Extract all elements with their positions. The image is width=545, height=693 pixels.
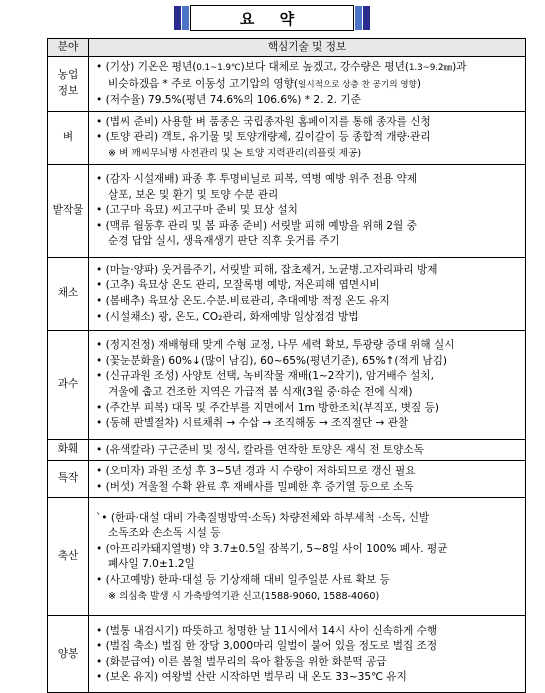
content-line: [96, 93, 520, 109]
category-label: 화훼: [57, 443, 79, 456]
line-text: • (고추) 육묘상 온도 관리, 모잘록병 예방, 저온피해 엽면시비: [96, 279, 380, 292]
header-category: 분야: [48, 39, 89, 57]
line-text: )과: [452, 61, 467, 73]
table-row: [48, 164, 526, 257]
content-line: [96, 670, 520, 686]
title-banner: [174, 4, 370, 32]
category-label: 과수: [57, 377, 79, 390]
content-line: [96, 624, 520, 640]
table-row: [48, 498, 526, 616]
content-cell: [89, 164, 526, 257]
content-line: [96, 385, 520, 401]
line-text: • (시설채소) 광, 온도, CO₂관리, 화재예방 일상점검 방법: [96, 310, 359, 323]
content-line: [96, 557, 520, 573]
line-text: • (오미자) 과원 조성 후 3~5년 경과 시 수량이 저하되므로 갱신 필요: [96, 465, 416, 478]
table-row: [48, 439, 526, 461]
content-line: [96, 655, 520, 671]
content-line: [96, 511, 520, 527]
line-text: • (사고예방) 한파·대설 등 기상재해 대비 일주일분 사료 확보 등: [96, 573, 390, 586]
category-label: 농업: [57, 69, 79, 82]
line-text: • (화분급여) 이른 봄철 벌무리의 육아 활동을 위한 화분떡 공급: [96, 655, 387, 668]
content-line: [96, 354, 520, 370]
line-text: • (보온 유지) 여왕벌 산란 시작하면 벌무리 내 온도 33~35℃ 유지: [96, 671, 407, 684]
category-label: 양봉: [57, 647, 79, 660]
category-cell: [48, 616, 89, 693]
line-text: • (정지전정) 재배형태 맞게 수형 교정, 나무 세력 확보, 투광량 증대 위해 실시: [96, 339, 455, 352]
content-line: [96, 573, 520, 589]
line-text: 폐사일 7.0±1.2일: [108, 558, 195, 571]
content-line: [96, 130, 520, 146]
content-line: [96, 443, 520, 459]
content-line: [96, 310, 520, 326]
content-line: [96, 263, 520, 279]
line-text: • (아프리카돼지열병) 약 3.7±0.5일 잠복기, 5~8일 사이 100% 폐사. 평균: [96, 542, 448, 555]
content-line: [96, 526, 520, 542]
title-bar-right-light: [355, 6, 362, 30]
content-line: [96, 542, 520, 558]
category-cell: [48, 257, 89, 330]
content-line: [96, 589, 520, 605]
content-cell: [89, 111, 526, 164]
line-text: • (감자 시설재배) 파종 후 투명비닐로 피복, 역병 예방 위주 전용 약제: [96, 173, 417, 186]
category-cell: [48, 498, 89, 616]
content-line: [96, 77, 520, 94]
content-line: [96, 338, 520, 354]
content-line: [96, 278, 520, 294]
content-line: [96, 369, 520, 385]
summary-table: [47, 38, 526, 693]
content-cell: [89, 330, 526, 439]
content-cell: [89, 498, 526, 616]
table-row: [48, 257, 526, 330]
content-cell: [89, 439, 526, 461]
line-text: • (봄배추) 육묘상 온도.수분.비료관리, 추대예방 적정 온도 유지: [96, 295, 390, 308]
line-text: • (버섯) 겨울철 수확 완료 후 재배사를 밀폐한 후 증기열 등으로 소독: [96, 480, 414, 493]
line-text: • (꽃눈분화율) 60%↓(많이 남김), 60~65%(평년기준), 65%↑(적게 남김): [96, 354, 447, 367]
content-line: [96, 401, 520, 417]
category-label: 밭작물: [52, 203, 84, 216]
line-text: 살포, 보온 및 환기 및 토양 수분 관리: [108, 188, 279, 201]
category-label: 축산: [57, 550, 79, 563]
content-line: [96, 115, 520, 131]
line-text: • (볍씨 준비) 사용할 벼 품종은 국립종자원 홈페이지를 통해 종자를 신청: [96, 115, 431, 128]
line-text: • (맥류 월동후 관리 및 봄 파종 준비) 서릿발 피해 예방을 위해 2월 중: [96, 219, 417, 232]
content-line: [96, 294, 520, 310]
line-text: • (유색칼라) 구근준비 및 정식, 칼라를 연작한 토양은 재식 전 토양소독: [96, 443, 424, 456]
content-line: [96, 172, 520, 188]
line-text: • (벌통 내검시기) 따뜻하고 청명한 날 11시에서 14시 사이 신속하게 수행: [96, 624, 438, 637]
line-text: )보다 대체로 높겠고, 강수량은 평년(: [240, 61, 409, 73]
category-label: 특작: [57, 472, 79, 485]
content-line: [96, 416, 520, 432]
category-label: 벼: [62, 130, 74, 143]
content-cell: [89, 616, 526, 693]
category-label: 채소: [57, 286, 79, 299]
category-cell: [48, 330, 89, 439]
table-row: [48, 111, 526, 164]
content-cell: [89, 461, 526, 498]
line-text: • (기상) 기온은 평년(: [96, 61, 197, 73]
content-line: [96, 60, 520, 77]
line-text: 겨울에 춥고 건조한 지역은 가급적 봄 식재(3월 중·하순 전에 식재): [108, 386, 413, 399]
title-bar-left-dark: [174, 6, 181, 30]
line-text: • (신규과원 조성) 사양토 선택, 녹비작물 재배(1~2작기), 암거배수 설치,: [96, 370, 435, 383]
content-line: [96, 639, 520, 655]
page-title: 요 약: [190, 5, 354, 31]
line-text: • (마늘·양파) 웃거름주기, 서릿발 피해, 잡초제거, 노균병.고자리파리 방제: [96, 263, 438, 276]
content-cell: [89, 57, 526, 112]
small-text: 1.3~9.2㎜: [408, 63, 453, 73]
table-row: [48, 616, 526, 693]
content-cell: [89, 257, 526, 330]
line-text: • (주간부 피복) 대목 및 주간부를 지면에서 1m 방한조치(부직포, 볏짚 등): [96, 401, 439, 414]
content-line: [96, 219, 520, 235]
content-line: [96, 203, 520, 219]
line-text: `• (한파·대설 대비 가축질병방역·소독) 차량전체와 하부세척 ·소독, 신발: [96, 511, 430, 524]
note-text: ※ 벼 깨씨무늬병 사전관리 및 논 토양 지력관리(리플릿 제공): [108, 147, 362, 159]
small-text: 0.1~1.9℃: [196, 63, 241, 73]
content-line: [96, 188, 520, 204]
category-label: 정보: [57, 84, 79, 97]
table-row: [48, 461, 526, 498]
category-cell: [48, 57, 89, 112]
line-text: 순경 답압 실시, 생육재생기 판단 직후 웃거름 주기: [108, 235, 340, 248]
category-cell: [48, 111, 89, 164]
content-line: [96, 234, 520, 250]
line-text: • (저수율) 79.5%(평년 74.6%의 106.6%) * 2. 2. 기준: [96, 94, 361, 107]
title-bar-left-light: [182, 6, 189, 30]
line-text: • (벌집 축소) 벌집 한 장당 3,000마리 일벌이 붙어 있을 정도로 벌집 조정: [96, 640, 438, 653]
table-row: [48, 330, 526, 439]
line-text: 소독조와 손소독 시설 등: [108, 527, 221, 540]
content-line: [96, 464, 520, 480]
note-text: ※ 의심축 발생 시 가축방역기관 신고(1588-9060, 1588-4060): [108, 590, 380, 602]
category-cell: [48, 164, 89, 257]
table-row: [48, 57, 526, 112]
content-line: [96, 146, 520, 162]
line-text: ): [416, 77, 422, 90]
content-line: [96, 480, 520, 496]
small-text: 일시적으로 상층 찬 공기의 영향: [298, 79, 417, 90]
category-cell: [48, 439, 89, 461]
line-text: 비슷하겠음 * 주로 이동성 고기압의 영향(: [108, 77, 299, 90]
line-text: • (고구마 육묘) 씨고구마 준비 및 묘상 설치: [96, 204, 298, 217]
category-cell: [48, 461, 89, 498]
line-text: • (동해 판별절차) 시료채취 → 수삽 → 조직해동 → 조직절단 → 관찰: [96, 417, 409, 430]
title-bar-right-dark: [363, 6, 370, 30]
header-content: 핵심기술 및 정보: [89, 39, 526, 57]
table-header-row: [48, 39, 526, 57]
line-text: • (토양 관리) 객토, 유기물 및 토양개량제, 깊이갈이 등 종합적 개량·관리: [96, 131, 431, 144]
